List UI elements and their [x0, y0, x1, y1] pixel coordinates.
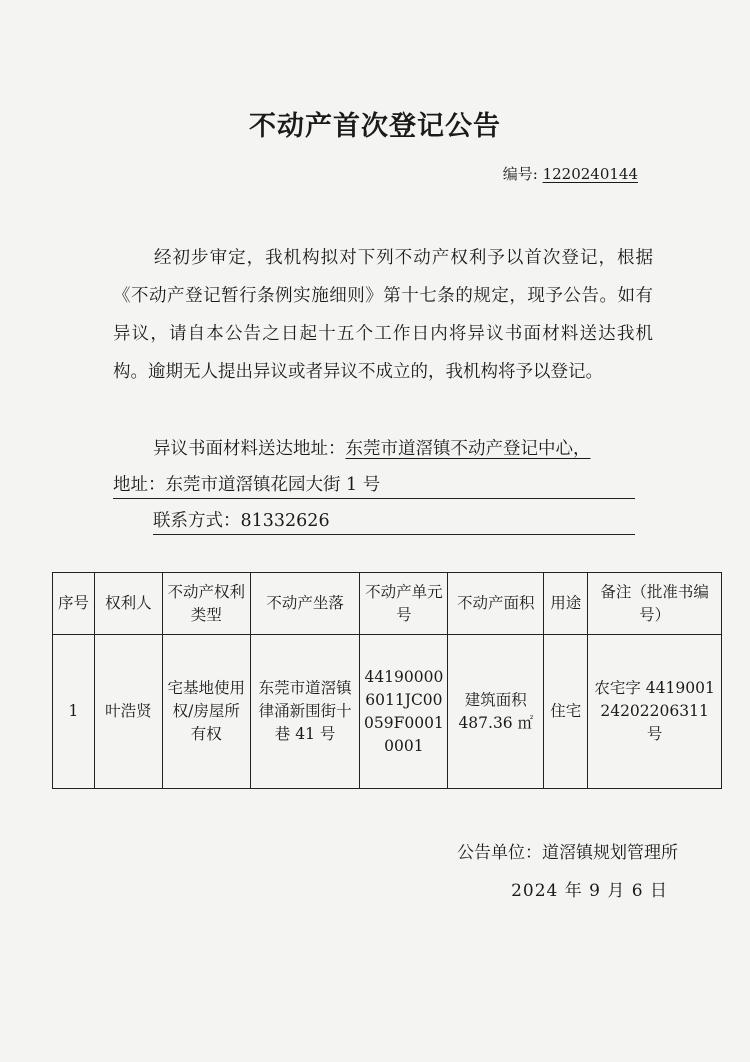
issue-date: 2024 年 9 月 6 日 [511, 881, 668, 901]
header-remark: 备注（批准书编号） [588, 573, 722, 635]
cell-remark: 农宅字 441900124202206311 号 [588, 635, 722, 789]
contact-value: 81332626 [240, 511, 330, 531]
header-owner: 权利人 [94, 573, 162, 635]
table-row [53, 635, 722, 789]
street-address-text: 地址：东莞市道滘镇花园大街 1 号 [113, 475, 381, 495]
page-title: 不动产首次登记公告 [249, 111, 501, 142]
contact-line [153, 508, 635, 535]
contact-label: 联系方式： [153, 511, 241, 531]
cell-location: 东莞市道滘镇律涌新围街十巷 41 号 [250, 635, 360, 789]
street-address [113, 472, 635, 499]
header-unit-no: 不动产单元号 [360, 573, 448, 635]
address-label: 异议书面材料送达地址： [153, 439, 346, 459]
document-number-label: 编号: [502, 165, 538, 183]
announcement-paragraph-text: 经初步审定，我机构拟对下列不动产权利予以首次登记，根据《不动产登记暂行条例实施细则》第十七条的规定，现予公告。如有异议，请自本公告之日起十五个工作日内将异议书面材料送达我机构。逾期无人提出异议或者异议不成立的，我机构将予以登记。 [113, 248, 653, 382]
document-number-value: 1220240144 [542, 165, 638, 183]
announcement-paragraph [113, 239, 653, 391]
header-usage: 用途 [544, 573, 588, 635]
registration-table [52, 572, 722, 789]
cell-owner: 叶浩贤 [94, 635, 162, 789]
cell-usage: 住宅 [544, 635, 588, 789]
document-number [503, 163, 638, 184]
cell-right-type: 宅基地使用权/房屋所有权 [162, 635, 250, 789]
cell-unit-no: 441900006011JC00059F00010001 [360, 635, 448, 789]
header-area: 不动产面积 [448, 573, 544, 635]
objection-address-line [113, 430, 673, 468]
header-location: 不动产坐落 [250, 573, 360, 635]
header-right-type: 不动产权利类型 [162, 573, 250, 635]
address-center: 东莞市道滘镇不动产登记中心， [345, 439, 591, 459]
header-index: 序号 [53, 573, 95, 635]
table-header-row [53, 573, 722, 635]
issuer: 公告单位：道滘镇规划管理所 [457, 843, 678, 863]
cell-index: 1 [53, 635, 95, 789]
cell-area: 建筑面积 487.36 ㎡ [448, 635, 544, 789]
